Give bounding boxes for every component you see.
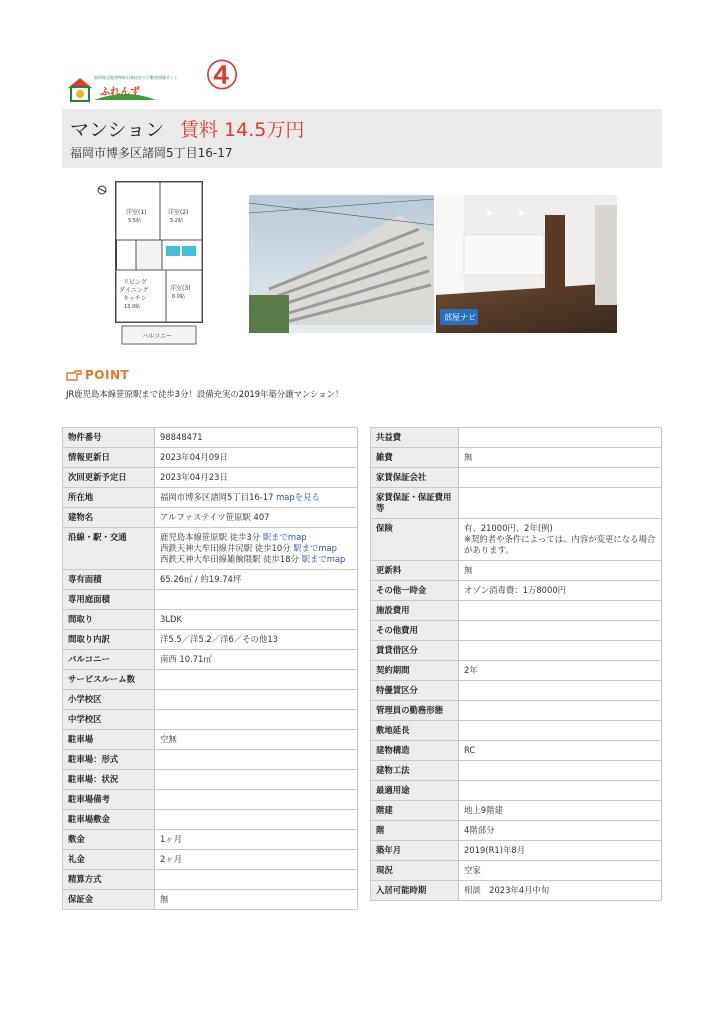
station-line — [160, 532, 352, 543]
field-value — [459, 661, 662, 681]
field-label: 駐車場 — [63, 730, 155, 750]
table-row — [63, 830, 358, 850]
field-value-text: 無 — [464, 565, 473, 575]
field-value — [155, 750, 358, 770]
table-row — [371, 761, 662, 781]
table-row — [63, 870, 358, 890]
field-value — [459, 861, 662, 881]
table-row — [63, 790, 358, 810]
field-value — [459, 581, 662, 601]
field-label: 更新料 — [371, 561, 459, 581]
table-row — [63, 670, 358, 690]
field-value-text: 2023年04月23日 — [160, 472, 228, 482]
field-label: 建物名 — [63, 508, 155, 528]
field-label: 専有面積 — [63, 570, 155, 590]
field-label: 沿線・駅・交通 — [63, 528, 155, 570]
field-value-text: オゾン消毒費：1万8000円 — [464, 585, 567, 595]
table-row — [371, 601, 662, 621]
table-row — [63, 590, 358, 610]
room2-label: 洋室(2) — [168, 209, 189, 216]
table-row — [63, 710, 358, 730]
table-row — [63, 650, 358, 670]
table-row — [63, 690, 358, 710]
field-value-text: 福岡市博多区諸岡5丁目16-17 — [160, 492, 274, 502]
field-value — [459, 448, 662, 468]
field-value-text: 2ヶ月 — [160, 854, 183, 864]
field-label: 建物工法 — [371, 761, 459, 781]
field-label: 特優賃区分 — [371, 681, 459, 701]
station-line — [160, 543, 352, 554]
field-value-text: RC — [464, 745, 476, 755]
pointing-hand-icon — [66, 369, 82, 381]
table-row — [371, 581, 662, 601]
station-text: 西鉄天神大牟田線雑餉隈駅 徒歩18分 — [160, 554, 302, 564]
table-row — [371, 681, 662, 701]
field-label: 専用庭面積 — [63, 590, 155, 610]
table-row — [371, 741, 662, 761]
field-value — [155, 830, 358, 850]
circled-number: ④ — [204, 53, 240, 99]
field-value — [459, 721, 662, 741]
property-photos[interactable] — [249, 195, 617, 333]
field-value — [459, 821, 662, 841]
ldk-label-3: キッチン — [123, 295, 147, 302]
table-row — [371, 801, 662, 821]
field-value — [155, 870, 358, 890]
spec-table-left — [62, 427, 358, 910]
ldk-label-2: ダイニング — [119, 287, 149, 294]
logo-tagline: 福岡県宅地建物取引業協会の不動産情報サイト — [94, 75, 178, 80]
spec-table-right — [370, 427, 662, 901]
field-label: 管理員の勤務形態 — [371, 701, 459, 721]
field-label: 入居可能時期 — [371, 881, 459, 901]
field-value — [155, 850, 358, 870]
field-label: 次回更新予定日 — [63, 468, 155, 488]
field-value — [155, 710, 358, 730]
field-label: 物件番号 — [63, 428, 155, 448]
station-map-link[interactable]: 駅までmap — [262, 532, 307, 542]
field-value-text: 2019(R1)年8月 — [464, 845, 526, 855]
field-value-text: アルファステイツ笹原駅 407 — [160, 512, 270, 522]
station-map-link[interactable]: 駅までmap — [301, 554, 346, 564]
table-row — [63, 528, 358, 570]
field-value — [155, 570, 358, 590]
field-value-text: 南西 10.71㎡ — [160, 654, 212, 664]
field-label: 保証金 — [63, 890, 155, 910]
field-value — [459, 621, 662, 641]
field-value-text: 2年 — [464, 665, 478, 675]
table-row — [63, 890, 358, 910]
field-value — [459, 881, 662, 901]
table-row — [371, 488, 662, 519]
field-value — [155, 528, 358, 570]
field-label: 駐車場：形式 — [63, 750, 155, 770]
field-value — [155, 610, 358, 630]
field-label: 建物構造 — [371, 741, 459, 761]
photo-badge: 部屋ナビ — [444, 313, 476, 322]
table-row — [63, 570, 358, 590]
field-value-text: 3LDK — [160, 614, 182, 624]
point-heading — [66, 368, 129, 382]
table-row — [63, 448, 358, 468]
room3-label: 洋室(3) — [170, 285, 191, 292]
field-value-text: 相談 2023年4月中旬 — [464, 885, 550, 895]
field-label: 家賃保証・保証費用等 — [371, 488, 459, 519]
field-value — [155, 790, 358, 810]
field-value-text: 空家 — [464, 865, 481, 875]
table-row — [63, 730, 358, 750]
field-label: 駐車場備考 — [63, 790, 155, 810]
map-link[interactable]: mapを見る — [276, 492, 320, 502]
field-value-text: 洋5.5／洋5.2／洋6／その他13 — [160, 634, 278, 644]
table-row — [371, 661, 662, 681]
field-label: 現況 — [371, 861, 459, 881]
field-label: 小学校区 — [63, 690, 155, 710]
room1-label: 洋室(1) — [126, 209, 147, 216]
table-row — [63, 610, 358, 630]
field-label: 保険 — [371, 519, 459, 561]
field-value — [459, 741, 662, 761]
property-address: 福岡市博多区諸岡5丁目16-17 — [70, 146, 233, 160]
table-row — [371, 561, 662, 581]
field-value — [459, 681, 662, 701]
table-row — [63, 468, 358, 488]
table-row — [371, 861, 662, 881]
field-label: 階建 — [371, 801, 459, 821]
field-label: 礼金 — [63, 850, 155, 870]
field-label: 精算方式 — [63, 870, 155, 890]
field-value — [459, 519, 662, 561]
field-label: 情報更新日 — [63, 448, 155, 468]
field-value-text: 無 — [464, 452, 473, 462]
table-row — [63, 750, 358, 770]
field-value — [155, 590, 358, 610]
field-value-text: 地上9階建 — [464, 805, 503, 815]
point-label: POINT — [85, 368, 130, 382]
field-label: 敷金 — [63, 830, 155, 850]
table-row — [371, 821, 662, 841]
field-value — [155, 670, 358, 690]
table-row — [371, 881, 662, 901]
table-row — [371, 519, 662, 561]
table-row — [63, 488, 358, 508]
station-line — [160, 554, 352, 565]
field-value-text: 65.26㎡ / 約19.74坪 — [160, 574, 242, 584]
field-value — [155, 810, 358, 830]
field-label: 駐車場敷金 — [63, 810, 155, 830]
logo-name: ふれんず — [100, 87, 140, 98]
field-value — [459, 468, 662, 488]
room3-size: 6.0帖 — [172, 294, 185, 300]
field-label: 駐車場：状況 — [63, 770, 155, 790]
point-text: JR鹿児島本線笹原駅まで徒歩3分！設備充実の2019年築分譲マンション！ — [66, 389, 344, 399]
field-label: 共益費 — [371, 428, 459, 448]
table-row — [63, 850, 358, 870]
table-row — [371, 701, 662, 721]
table-row — [63, 630, 358, 650]
property-type: マンション — [70, 119, 165, 141]
field-label: サービスルーム数 — [63, 670, 155, 690]
field-value-text: 空無 — [160, 734, 177, 744]
field-value-text: 1ヶ月 — [160, 834, 183, 844]
station-text: 鹿児島本線笹原駅 徒歩3分 — [160, 532, 263, 542]
field-label: 所在地 — [63, 488, 155, 508]
table-row — [371, 841, 662, 861]
table-row — [371, 781, 662, 801]
field-label: 間取り — [63, 610, 155, 630]
field-value — [155, 890, 358, 910]
property-header — [62, 109, 662, 168]
station-text: 西鉄天神大牟田線井尻駅 徒歩10分 — [160, 543, 294, 553]
field-label: 間取り内訳 — [63, 630, 155, 650]
table-row — [63, 810, 358, 830]
table-row — [63, 508, 358, 528]
table-row — [63, 428, 358, 448]
table-row — [371, 721, 662, 741]
rent-price: 賃料 14.5万円 — [180, 119, 305, 141]
field-value — [459, 701, 662, 721]
field-value — [459, 488, 662, 519]
station-map-link[interactable]: 駅までmap — [293, 543, 337, 553]
table-row — [371, 468, 662, 488]
table-row — [371, 448, 662, 468]
field-value — [155, 730, 358, 750]
ldk-label-1: リビング — [123, 279, 147, 286]
field-value — [155, 650, 358, 670]
field-value — [459, 801, 662, 821]
field-value — [459, 841, 662, 861]
field-value — [459, 561, 662, 581]
room1-size: 5.5帖 — [128, 218, 141, 224]
ldk-size: 13.0帖 — [124, 304, 141, 310]
field-value — [155, 690, 358, 710]
field-value — [155, 770, 358, 790]
field-value-text: 2023年04月09日 — [160, 452, 228, 462]
field-label: 敷地延長 — [371, 721, 459, 741]
field-value — [459, 428, 662, 448]
field-label: その他費用 — [371, 621, 459, 641]
field-value — [155, 630, 358, 650]
field-value-text: 有、21000円、2年(例) ※契約者や条件によっては、内容が変更になる場合があります。 — [464, 523, 656, 555]
field-label: 賃貸借区分 — [371, 641, 459, 661]
table-row — [371, 621, 662, 641]
table-row — [63, 770, 358, 790]
field-value — [155, 488, 358, 508]
field-value — [155, 508, 358, 528]
field-value — [155, 448, 358, 468]
field-label: 最適用途 — [371, 781, 459, 801]
floor-plan-image[interactable] — [96, 178, 206, 350]
field-label: 施設費用 — [371, 601, 459, 621]
field-value — [459, 781, 662, 801]
field-value-text: 無 — [160, 894, 169, 904]
field-label: 雑費 — [371, 448, 459, 468]
field-label: バルコニー — [63, 650, 155, 670]
field-value — [459, 761, 662, 781]
balcony-label: バルコニー — [142, 333, 173, 340]
field-label: 契約期間 — [371, 661, 459, 681]
field-label: 階 — [371, 821, 459, 841]
table-row — [371, 641, 662, 661]
field-value — [459, 601, 662, 621]
field-label: その他一時金 — [371, 581, 459, 601]
field-label: 家賃保証会社 — [371, 468, 459, 488]
field-label: 築年月 — [371, 841, 459, 861]
field-value — [155, 428, 358, 448]
field-value-text: 98848471 — [160, 432, 203, 442]
field-value-text: 4階部分 — [464, 825, 495, 835]
room2-size: 5.2帖 — [170, 218, 183, 224]
field-value — [459, 641, 662, 661]
field-value — [155, 468, 358, 488]
furenzu-logo — [66, 72, 178, 104]
field-label: 中学校区 — [63, 710, 155, 730]
table-row — [371, 428, 662, 448]
